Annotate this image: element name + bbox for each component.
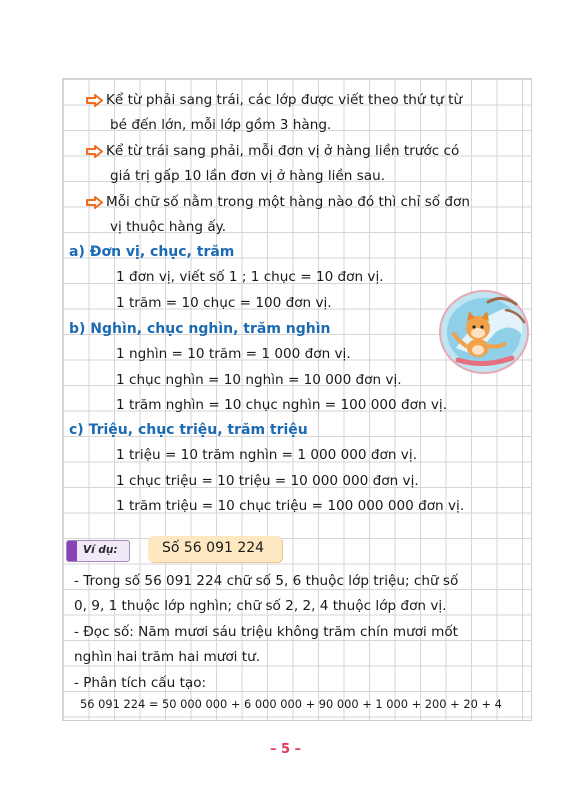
example-number-box (148, 536, 282, 562)
example-label-tag (66, 540, 130, 562)
section-b-line-2: 1 chục nghìn = 10 nghìn = 10 000 đơn vị. (116, 372, 402, 388)
bullet-2-line-1: Kể từ trái sang phải, mỗi đơn vị ở hàng liền trước có (106, 143, 460, 159)
example-point-2-line-2: nghìn hai trăm hai mươi tư. (74, 649, 261, 665)
example-tag-bar (67, 541, 77, 561)
structure-analysis-equation: 56 091 224 = 50 000 000 + 6 000 000 + 90 000 + 1 000 + 200 + 20 + 4 (80, 697, 502, 711)
page-number: – 5 – (269, 742, 302, 757)
section-a-line-1: 1 đơn vị, viết số 1 ; 1 chục = 10 đơn vị. (116, 269, 384, 285)
example-number: Số 56 091 224 (162, 540, 265, 556)
arrow-right-icon (86, 145, 103, 158)
bullet-1-line-1: Kể từ phải sang trái, các lớp được viết theo thứ tự từ (106, 92, 463, 108)
arrow-right-icon (86, 196, 103, 209)
example-point-2-line-1: - Đọc số: Năm mươi sáu triệu không trăm chín mươi mốt (74, 624, 458, 640)
section-c-line-1: 1 triệu = 10 trăm nghìn = 1 000 000 đơn vị. (116, 447, 417, 463)
section-b-heading: b) Nghìn, chục nghìn, trăm nghìn (69, 321, 331, 337)
example-tag-text: Ví dụ: (83, 544, 118, 556)
section-b-line-1: 1 nghìn = 10 trăm = 1 000 đơn vị. (116, 346, 351, 362)
bullet-2-line-2: giá trị gấp 10 lần đơn vị ở hàng liền sau. (110, 168, 386, 184)
section-c-line-3: 1 trăm triệu = 10 chục triệu = 100 000 000 đơn vị. (116, 498, 465, 514)
bullet-3-line-2: vị thuộc hàng ấy. (110, 219, 227, 235)
example-point-1-line-2: 0, 9, 1 thuộc lớp nghìn; chữ số 2, 2, 4 thuộc lớp đơn vị. (74, 598, 447, 614)
example-point-1-line-1: - Trong số 56 091 224 chữ số 5, 6 thuộc lớp triệu; chữ số (74, 573, 459, 589)
arrow-right-icon (86, 94, 103, 107)
example-point-3-line-1: - Phân tích cấu tạo: (74, 675, 207, 691)
section-a-heading: a) Đơn vị, chục, trăm (69, 244, 235, 260)
bullet-1-line-2: bé đến lớn, mỗi lớp gồm 3 hàng. (110, 117, 332, 133)
section-c-line-2: 1 chục triệu = 10 triệu = 10 000 000 đơn vị. (116, 473, 419, 489)
section-a-line-2: 1 trăm = 10 chục = 100 đơn vị. (116, 295, 332, 311)
section-c-heading: c) Triệu, chục triệu, trăm triệu (69, 422, 308, 438)
fox-surfing-illustration (436, 288, 530, 378)
bullet-3-line-1: Mỗi chữ số nằm trong một hàng nào đó thì chỉ số đơn (106, 194, 470, 210)
section-b-line-3: 1 trăm nghìn = 10 chục nghìn = 100 000 đơn vị. (116, 397, 448, 413)
